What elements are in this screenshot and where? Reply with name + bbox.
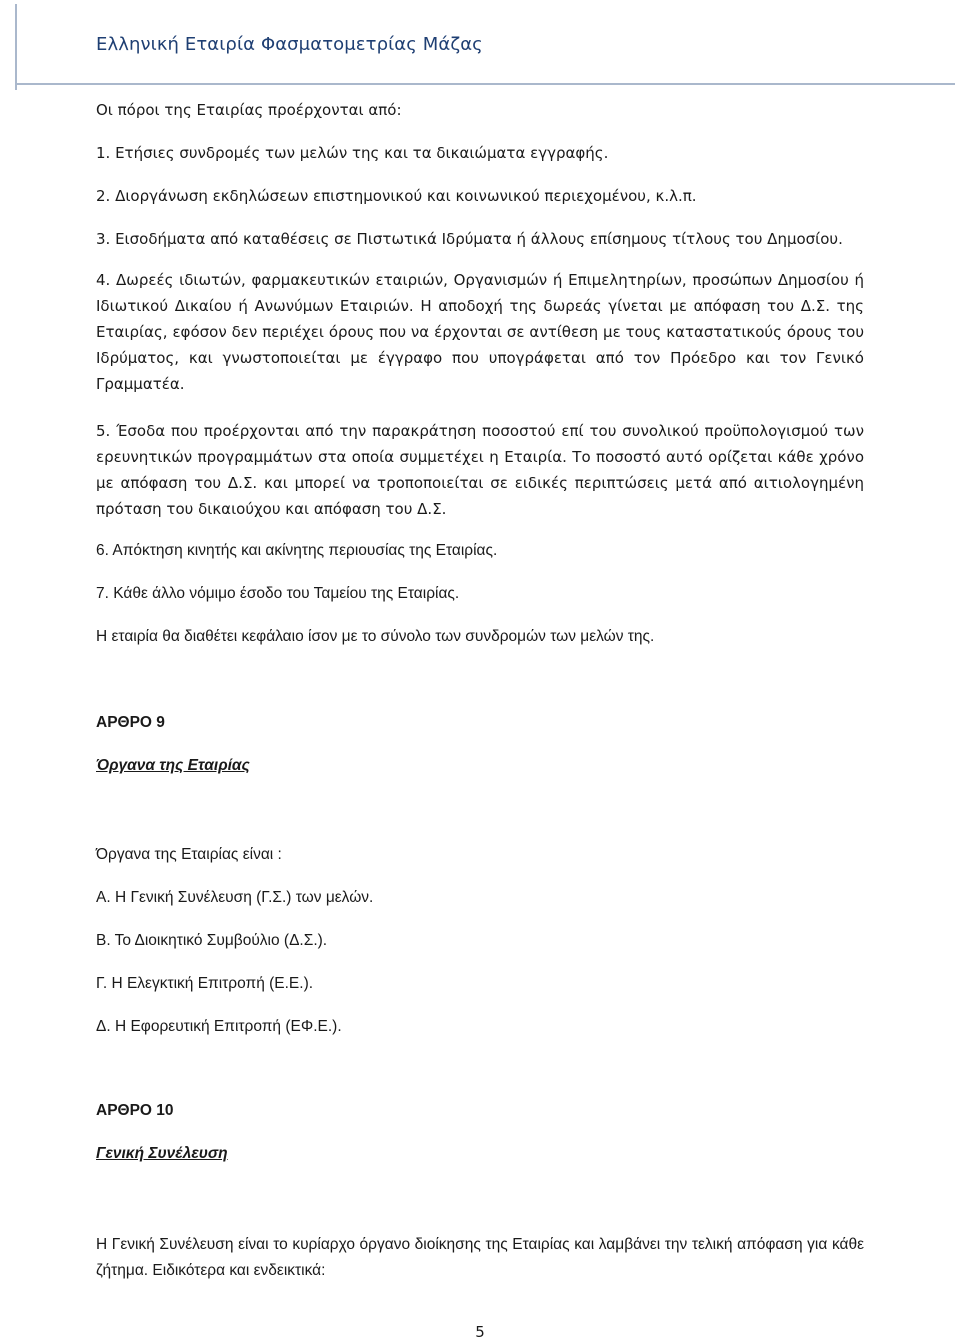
resource-item-7: 7. Κάθε άλλο νόμιμο έσοδο του Ταμείου της Εταιρίας. — [96, 585, 460, 602]
page-number: 5 — [475, 1323, 485, 1341]
resource-item-3: 3. Εισοδήματα από καταθέσεις σε Πιστωτικά Ιδρύματα ή άλλους επίσημους τίτλους του Δημοσίου. — [96, 230, 843, 248]
resource-item-6: 6. Απόκτηση κινητής και ακίνητης περιουσίας της Εταιρίας. — [96, 542, 498, 559]
article-10-text: Η Γενική Συνέλευση είναι το κυρίαρχο όργανο διοίκησης της Εταιρίας και λαμβάνει την τελική απόφαση για κάθε ζήτημα. Ειδικότερα και ενδεικτικά: — [96, 1236, 864, 1279]
article-10-heading: ΑΡΘΡΟ 10 — [96, 1102, 174, 1119]
organ-c: Γ. Η Ελεγκτική Επιτροπή (Ε.Ε.). — [96, 975, 314, 992]
page-header-title: Ελληνική Εταιρία Φασματομετρίας Μάζας — [96, 34, 483, 55]
organ-b: Β. Το Διοικητικό Συμβούλιο (Δ.Σ.). — [96, 932, 328, 949]
article-9-intro: Όργανα της Εταιρίας είναι : — [96, 846, 282, 863]
article-10-subheading: Γενική Συνέλευση — [96, 1145, 228, 1162]
resource-item-5: 5. Έσοδα που προέρχονται από την παρακράτηση ποσοστού επί του συνολικού προϋπολογισμού των ερευνητικών προγραμμάτων στα οποία συμμετέχει η Εταιρία. Το ποσοστό αυτό ορίζεται κάθε χρόνο με απόφαση του Δ.Σ. και μπορεί να τροποποιείται σε ειδικές περιπτώσεις μετά από αιτιολογημένη πρόταση του δικαιούχου και απόφαση του Δ.Σ. — [96, 422, 864, 518]
header-rule-bottom — [15, 83, 955, 85]
header-rule-left — [4, 4, 17, 90]
capital-statement: Η εταιρία θα διαθέτει κεφάλαιο ίσον με το σύνολο των συνδρομών των μελών της. — [96, 628, 655, 645]
resource-item-1: 1. Ετήσιες συνδρομές των μελών της και τα δικαιώματα εγγραφής. — [96, 144, 609, 162]
article-9-heading: ΑΡΘΡΟ 9 — [96, 714, 165, 731]
resources-intro: Οι πόροι της Εταιρίας προέρχονται από: — [96, 101, 402, 119]
resource-item-2: 2. Διοργάνωση εκδηλώσεων επιστημονικού και κοινωνικού περιεχομένου, κ.λ.π. — [96, 187, 697, 205]
resource-item-4: 4. Δωρεές ιδιωτών, φαρμακευτικών εταιριών, Οργανισμών ή Επιμελητηρίων, προσώπων Δημοσίου ή Ιδιωτικού Δικαίου ή Ανωνύμων Εταιριών. Η αποδοχή της δωρεάς γίνεται με απόφαση του Δ.Σ. της Εταιρίας, εφόσον δεν περιέχει όρους που να έρχονται σε αντίθεση με τους καταστατικούς όρους του Ιδρύματος, και γνωστοποιείται με έγγραφο που υπογράφεται από τον Πρόεδρο και τον Γενικό Γραμματέα. — [96, 271, 864, 393]
article-9-subheading: Όργανα της Εταιρίας — [96, 757, 250, 774]
organ-a: Α. Η Γενική Συνέλευση (Γ.Σ.) των μελών. — [96, 889, 374, 906]
organ-d: Δ. Η Εφορευτική Επιτροπή (ΕΦ.Ε.). — [96, 1018, 342, 1035]
